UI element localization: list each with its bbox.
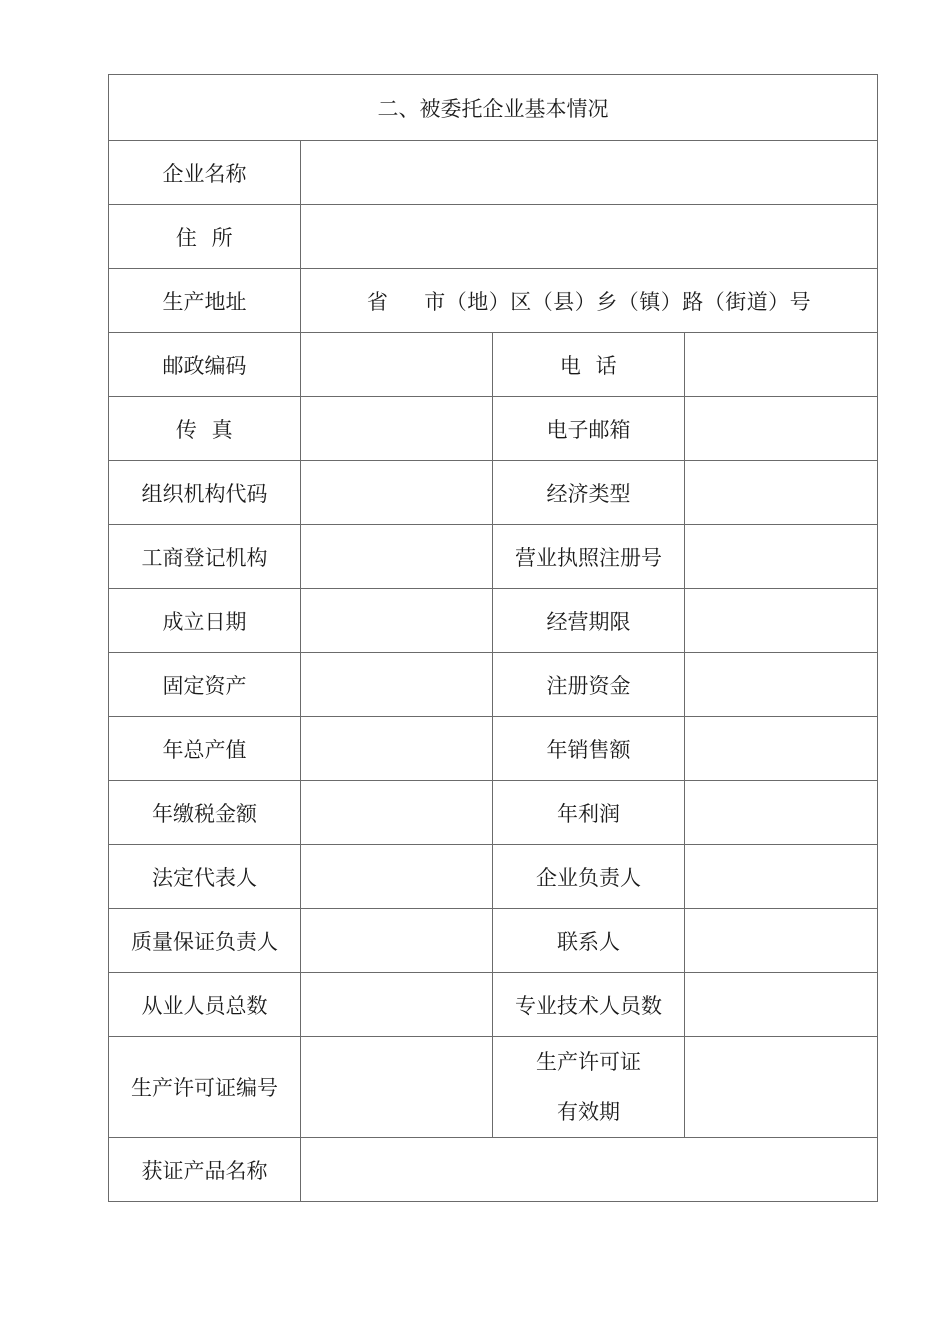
row-tax-profit: [109, 781, 878, 845]
label-certified-products: 获证产品名称: [109, 1138, 301, 1202]
label-registration-authority: 工商登记机构: [109, 525, 301, 589]
label-establish-date: 成立日期: [109, 589, 301, 653]
field-economic-type[interactable]: [685, 461, 878, 525]
field-annual-output[interactable]: [301, 717, 493, 781]
label-annual-profit: 年利润: [493, 781, 685, 845]
label-production-address: 生产地址: [109, 269, 301, 333]
field-company-head[interactable]: [685, 845, 878, 909]
row-org-economic: [109, 461, 878, 525]
label-contact: 联系人: [493, 909, 685, 973]
field-contact[interactable]: [685, 909, 878, 973]
row-dates: [109, 589, 878, 653]
field-annual-sales[interactable]: [685, 717, 878, 781]
label-annual-tax: 年缴税金额: [109, 781, 301, 845]
label-permit-validity: [493, 1037, 685, 1138]
field-tech-staff[interactable]: [685, 973, 878, 1037]
field-permit-no[interactable]: [301, 1037, 493, 1138]
row-production-address: [109, 269, 878, 333]
field-address[interactable]: [301, 205, 878, 269]
field-establish-date[interactable]: [301, 589, 493, 653]
label-fax: 传 真: [109, 397, 301, 461]
label-email: 电子邮箱: [493, 397, 685, 461]
title-row: [109, 75, 878, 141]
field-phone[interactable]: [685, 333, 878, 397]
label-company-name: 企业名称: [109, 141, 301, 205]
row-assets-capital: [109, 653, 878, 717]
label-address: 住 所: [109, 205, 301, 269]
field-permit-validity[interactable]: [685, 1037, 878, 1138]
field-total-staff[interactable]: [301, 973, 493, 1037]
row-company-name: [109, 141, 878, 205]
field-legal-rep[interactable]: [301, 845, 493, 909]
label-registered-capital: 注册资金: [493, 653, 685, 717]
label-phone: 电 话: [493, 333, 685, 397]
field-fixed-assets[interactable]: [301, 653, 493, 717]
field-certified-products[interactable]: [301, 1138, 878, 1202]
field-company-name[interactable]: [301, 141, 878, 205]
row-fax-email: [109, 397, 878, 461]
row-permit: [109, 1037, 878, 1138]
row-postal-phone: [109, 333, 878, 397]
label-permit-validity-line1: 生产许可证: [536, 1050, 641, 1074]
field-production-address[interactable]: 省 市（地）区（县）乡（镇）路（街道）号: [301, 269, 878, 333]
field-email[interactable]: [685, 397, 878, 461]
field-registration-authority[interactable]: [301, 525, 493, 589]
label-qa-head: 质量保证负责人: [109, 909, 301, 973]
label-total-staff: 从业人员总数: [109, 973, 301, 1037]
label-tech-staff: 专业技术人员数: [493, 973, 685, 1037]
label-permit-validity-line2: 有效期: [557, 1100, 620, 1124]
label-company-head: 企业负责人: [493, 845, 685, 909]
label-annual-sales: 年销售额: [493, 717, 685, 781]
label-annual-output: 年总产值: [109, 717, 301, 781]
row-representatives: [109, 845, 878, 909]
enterprise-info-table: [108, 74, 878, 1202]
label-legal-rep: 法定代表人: [109, 845, 301, 909]
field-license-reg-no[interactable]: [685, 525, 878, 589]
row-output-sales: [109, 717, 878, 781]
label-fixed-assets: 固定资产: [109, 653, 301, 717]
row-registration: [109, 525, 878, 589]
label-economic-type: 经济类型: [493, 461, 685, 525]
field-operating-period[interactable]: [685, 589, 878, 653]
field-annual-profit[interactable]: [685, 781, 878, 845]
row-certified-products: [109, 1138, 878, 1202]
label-license-reg-no: 营业执照注册号: [493, 525, 685, 589]
field-annual-tax[interactable]: [301, 781, 493, 845]
field-qa-head[interactable]: [301, 909, 493, 973]
form-title: 二、被委托企业基本情况: [109, 75, 878, 141]
label-org-code: 组织机构代码: [109, 461, 301, 525]
field-org-code[interactable]: [301, 461, 493, 525]
row-staff: [109, 973, 878, 1037]
label-postal-code: 邮政编码: [109, 333, 301, 397]
label-permit-no: 生产许可证编号: [109, 1037, 301, 1138]
row-address: [109, 205, 878, 269]
field-postal-code[interactable]: [301, 333, 493, 397]
field-fax[interactable]: [301, 397, 493, 461]
label-operating-period: 经营期限: [493, 589, 685, 653]
field-registered-capital[interactable]: [685, 653, 878, 717]
row-qa-contact: [109, 909, 878, 973]
